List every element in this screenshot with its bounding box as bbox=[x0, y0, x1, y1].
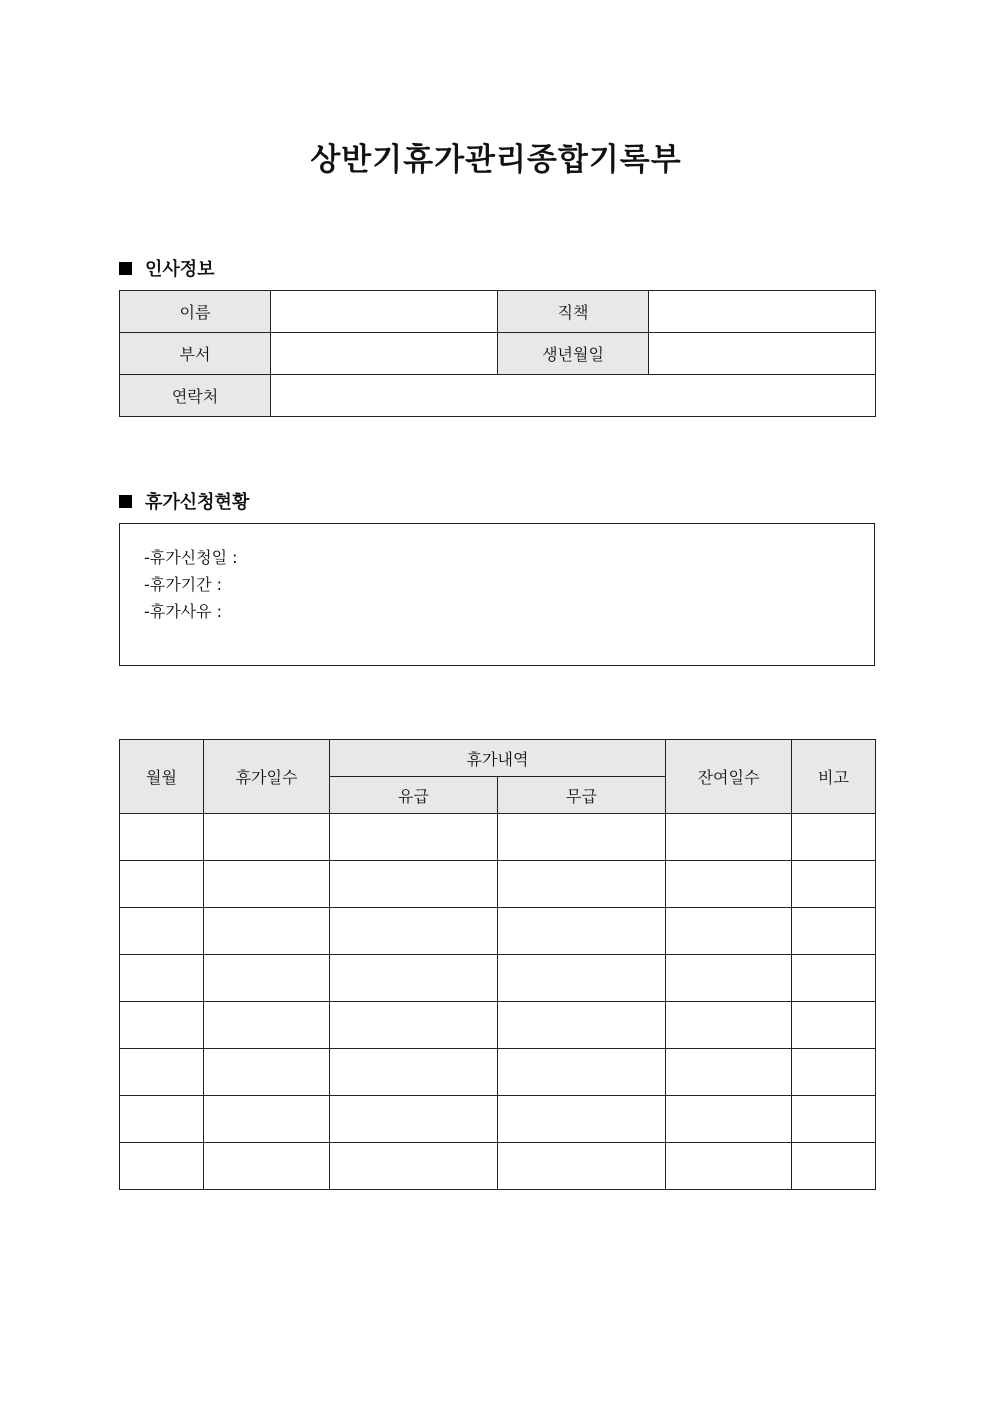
position-label: 직책 bbox=[498, 291, 649, 333]
square-bullet-icon bbox=[119, 262, 132, 275]
contact-label: 연락처 bbox=[120, 375, 271, 417]
leave-table-body bbox=[120, 814, 876, 1190]
table-row bbox=[120, 1096, 876, 1143]
department-value[interactable] bbox=[271, 333, 498, 375]
remarks-cell[interactable] bbox=[792, 1002, 876, 1049]
leave-request-date-line: -휴가신청일 : bbox=[144, 548, 238, 567]
leave-reason-line: -휴가사유 : bbox=[144, 602, 223, 621]
paid-cell[interactable] bbox=[330, 1143, 498, 1190]
remaining-days-cell[interactable] bbox=[666, 955, 792, 1002]
name-value[interactable] bbox=[271, 291, 498, 333]
leave-days-cell[interactable] bbox=[204, 955, 330, 1002]
personnel-heading-text: 인사정보 bbox=[145, 259, 215, 280]
paid-cell[interactable] bbox=[330, 1002, 498, 1049]
leave-record-table bbox=[119, 739, 876, 1190]
month-cell[interactable] bbox=[120, 1096, 204, 1143]
paid-cell[interactable] bbox=[330, 1096, 498, 1143]
leave-days-cell[interactable] bbox=[204, 1049, 330, 1096]
remarks-cell[interactable] bbox=[792, 1049, 876, 1096]
remaining-days-header: 잔여일수 bbox=[666, 740, 792, 814]
remarks-cell[interactable] bbox=[792, 1096, 876, 1143]
remarks-cell[interactable] bbox=[792, 1143, 876, 1190]
remaining-days-cell[interactable] bbox=[666, 1049, 792, 1096]
month-cell[interactable] bbox=[120, 814, 204, 861]
leave-days-header: 휴가일수 bbox=[204, 740, 330, 814]
document-title: 상반기휴가관리종합기록부 bbox=[310, 142, 682, 178]
unpaid-cell[interactable] bbox=[498, 1049, 666, 1096]
leave-days-cell[interactable] bbox=[204, 1143, 330, 1190]
remaining-days-cell[interactable] bbox=[666, 908, 792, 955]
leave-details-header: 휴가내역 bbox=[330, 740, 666, 777]
paid-header: 유급 bbox=[330, 777, 498, 814]
table-row bbox=[120, 1002, 876, 1049]
month-cell[interactable] bbox=[120, 1049, 204, 1096]
month-cell[interactable] bbox=[120, 955, 204, 1002]
leave-period-line: -휴가기간 : bbox=[144, 575, 223, 594]
unpaid-cell[interactable] bbox=[498, 1002, 666, 1049]
paid-cell[interactable] bbox=[330, 908, 498, 955]
month-cell[interactable] bbox=[120, 861, 204, 908]
month-cell[interactable] bbox=[120, 1143, 204, 1190]
birthdate-value[interactable] bbox=[649, 333, 876, 375]
unpaid-cell[interactable] bbox=[498, 1096, 666, 1143]
unpaid-cell[interactable] bbox=[498, 1143, 666, 1190]
leave-days-cell[interactable] bbox=[204, 1002, 330, 1049]
remarks-cell[interactable] bbox=[792, 861, 876, 908]
remarks-header: 비고 bbox=[792, 740, 876, 814]
remaining-days-cell[interactable] bbox=[666, 1143, 792, 1190]
leave-days-cell[interactable] bbox=[204, 908, 330, 955]
paid-cell[interactable] bbox=[330, 814, 498, 861]
leave-status-heading-text: 휴가신청현황 bbox=[145, 492, 250, 513]
unpaid-header: 무급 bbox=[498, 777, 666, 814]
remaining-days-cell[interactable] bbox=[666, 1096, 792, 1143]
month-cell[interactable] bbox=[120, 1002, 204, 1049]
table-row bbox=[120, 908, 876, 955]
position-value[interactable] bbox=[649, 291, 876, 333]
remarks-cell[interactable] bbox=[792, 908, 876, 955]
paid-cell[interactable] bbox=[330, 1049, 498, 1096]
remaining-days-cell[interactable] bbox=[666, 861, 792, 908]
unpaid-cell[interactable] bbox=[498, 908, 666, 955]
month-cell[interactable] bbox=[120, 908, 204, 955]
unpaid-cell[interactable] bbox=[498, 814, 666, 861]
contact-value[interactable] bbox=[271, 375, 876, 417]
name-label: 이름 bbox=[120, 291, 271, 333]
birthdate-label: 생년월일 bbox=[498, 333, 649, 375]
table-row bbox=[120, 861, 876, 908]
leave-days-cell[interactable] bbox=[204, 814, 330, 861]
table-row bbox=[120, 1143, 876, 1190]
square-bullet-icon bbox=[119, 495, 132, 508]
leave-days-cell[interactable] bbox=[204, 861, 330, 908]
remaining-days-cell[interactable] bbox=[666, 814, 792, 861]
remaining-days-cell[interactable] bbox=[666, 1002, 792, 1049]
table-row bbox=[120, 1049, 876, 1096]
remarks-cell[interactable] bbox=[792, 814, 876, 861]
leave-days-cell[interactable] bbox=[204, 1096, 330, 1143]
table-row bbox=[120, 955, 876, 1002]
personnel-info-table bbox=[119, 290, 876, 417]
remarks-cell[interactable] bbox=[792, 955, 876, 1002]
month-header: 월월 bbox=[120, 740, 204, 814]
personnel-section-heading bbox=[119, 255, 215, 281]
paid-cell[interactable] bbox=[330, 955, 498, 1002]
leave-status-section-heading bbox=[119, 488, 249, 514]
department-label: 부서 bbox=[120, 333, 271, 375]
paid-cell[interactable] bbox=[330, 861, 498, 908]
unpaid-cell[interactable] bbox=[498, 955, 666, 1002]
table-row bbox=[120, 814, 876, 861]
leave-status-box[interactable] bbox=[119, 523, 875, 666]
unpaid-cell[interactable] bbox=[498, 861, 666, 908]
